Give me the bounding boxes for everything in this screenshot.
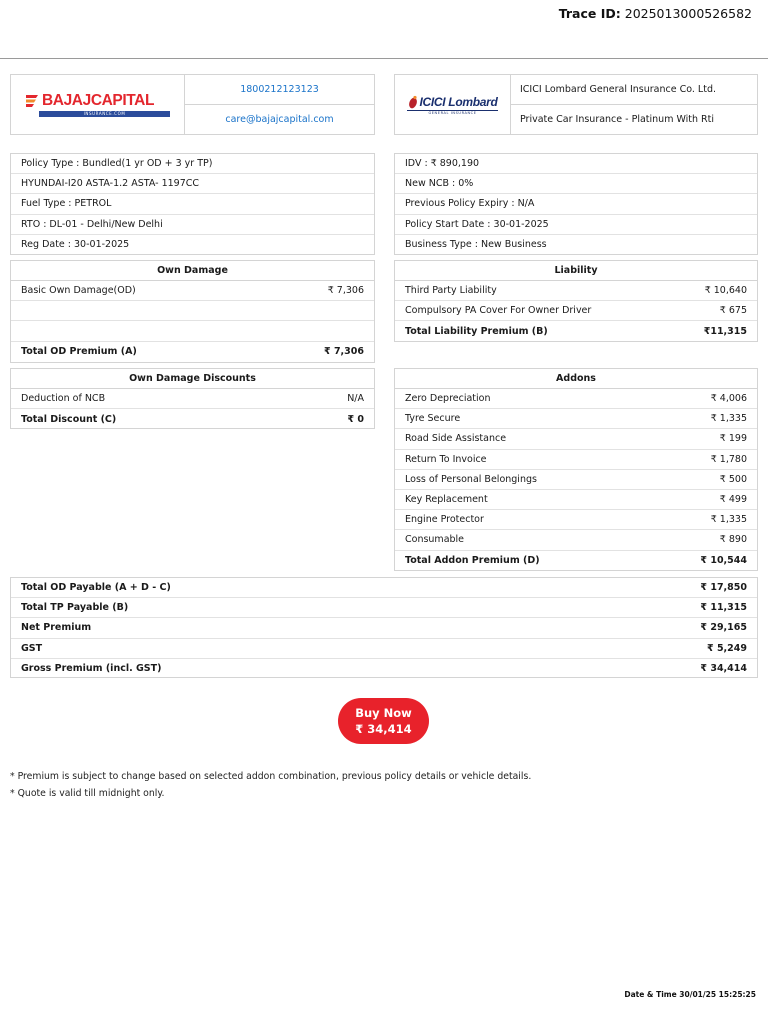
- liability-title: Liability: [395, 261, 757, 281]
- addon-item-label: Engine Protector: [405, 514, 484, 526]
- summary-row: [11, 639, 757, 659]
- liability-item: [395, 301, 757, 321]
- header-divider: [0, 58, 768, 59]
- discount-total-value: ₹ 0: [347, 413, 364, 425]
- addon-item-label: Loss of Personal Belongings: [405, 473, 537, 485]
- discount-total-label: Total Discount (C): [21, 413, 117, 425]
- bajaj-logo-text: BAJAJCAPITAL: [42, 92, 155, 109]
- rto: RTO : DL-01 - Delhi/New Delhi: [11, 215, 374, 235]
- own-damage-section: [10, 260, 375, 363]
- addon-item-value: ₹ 1,780: [710, 453, 747, 465]
- discount-item-value: N/A: [347, 393, 364, 405]
- summary-value: ₹ 11,315: [700, 602, 747, 614]
- discount-item-label: Deduction of NCB: [21, 393, 106, 405]
- icici-logo-subtext: GENERAL INSURANCE: [407, 110, 497, 115]
- addon-item-value: ₹ 500: [719, 473, 747, 485]
- own-damage-empty-row: [11, 321, 374, 341]
- insurer-header: [394, 74, 758, 135]
- addon-total: [395, 551, 757, 571]
- addon-item-value: ₹ 890: [719, 534, 747, 546]
- buy-now-label: Buy Now: [355, 706, 412, 720]
- addon-item: [395, 409, 757, 429]
- addon-item: [395, 470, 757, 490]
- bajaj-capital-logo: [11, 75, 185, 134]
- discounts-title: Own Damage Discounts: [11, 369, 374, 389]
- policy-details-right: [394, 153, 758, 255]
- own-damage-item: [11, 281, 374, 301]
- buy-now-button[interactable]: [338, 698, 429, 744]
- discount-total: [11, 409, 374, 429]
- policy-details-left: [10, 153, 375, 255]
- broker-phone-link[interactable]: 1800212123123: [185, 75, 374, 105]
- summary-value: ₹ 5,249: [707, 642, 747, 654]
- addon-item: [395, 510, 757, 530]
- vehicle-model: HYUNDAI-I20 ASTA-1.2 ASTA- 1197CC: [11, 174, 374, 194]
- premium-summary: [10, 577, 758, 678]
- addon-item-value: ₹ 4,006: [710, 393, 747, 405]
- liability-section: [394, 260, 758, 342]
- addon-total-value: ₹ 10,544: [700, 555, 747, 567]
- liability-item: [395, 281, 757, 301]
- trace-id-value: 2025013000526582: [624, 6, 752, 21]
- bajaj-mark-icon: [25, 94, 39, 108]
- addon-item-label: Tyre Secure: [405, 413, 461, 425]
- own-damage-item-label: Basic Own Damage(OD): [21, 285, 136, 297]
- liability-item-label: Compulsory PA Cover For Owner Driver: [405, 305, 592, 317]
- icici-lombard-logo: [395, 75, 511, 134]
- addon-item-label: Road Side Assistance: [405, 433, 507, 445]
- summary-value: ₹ 34,414: [700, 663, 747, 675]
- addon-item: [395, 530, 757, 550]
- own-damage-total-value: ₹ 7,306: [324, 346, 364, 358]
- fuel-type: Fuel Type : PETROL: [11, 194, 374, 214]
- addon-item-value: ₹ 199: [719, 433, 747, 445]
- note-quote-validity: * Quote is valid till midnight only.: [10, 788, 165, 799]
- date-time: Date & Time 30/01/25 15:25:25: [624, 990, 756, 999]
- liability-total: [395, 321, 757, 341]
- own-damage-total-label: Total OD Premium (A): [21, 346, 137, 358]
- previous-policy-expiry: Previous Policy Expiry : N/A: [395, 194, 757, 214]
- summary-row: [11, 618, 757, 638]
- addon-item: [395, 389, 757, 409]
- own-damage-total: [11, 342, 374, 362]
- discount-item: [11, 389, 374, 409]
- addon-item-label: Consumable: [405, 534, 465, 546]
- insurer-name: ICICI Lombard General Insurance Co. Ltd.: [511, 75, 757, 105]
- liability-item-label: Third Party Liability: [405, 285, 497, 297]
- addon-item-value: ₹ 499: [719, 494, 747, 506]
- own-damage-title: Own Damage: [11, 261, 374, 281]
- liability-item-value: ₹ 675: [719, 305, 747, 317]
- trace-id: [559, 6, 752, 21]
- summary-row: [11, 578, 757, 598]
- insurer-plan: Private Car Insurance - Platinum With Rti: [520, 114, 715, 125]
- summary-row: [11, 598, 757, 618]
- trace-id-label: Trace ID:: [558, 6, 621, 21]
- liability-item-value: ₹ 10,640: [704, 285, 747, 297]
- note-premium-change: * Premium is subject to change based on selected addon combination, previous policy details or vehicle details.: [10, 771, 532, 782]
- summary-row: [11, 659, 757, 679]
- business-type: Business Type : New Business: [405, 239, 547, 251]
- addon-item: [395, 490, 757, 510]
- idv: IDV : ₹ 890,190: [395, 154, 757, 174]
- bajaj-logo-subtext: INSURANCE.COM: [39, 111, 170, 117]
- buy-now-amount: ₹ 34,414: [355, 722, 412, 736]
- addons-title: Addons: [395, 369, 757, 389]
- summary-label: Total TP Payable (B): [21, 602, 129, 614]
- new-ncb: New NCB : 0%: [395, 174, 757, 194]
- addon-item-label: Return To Invoice: [405, 453, 487, 465]
- addon-total-label: Total Addon Premium (D): [405, 555, 540, 567]
- icici-logo-text: ICICI Lombard: [419, 94, 498, 109]
- broker-email-link[interactable]: care@bajajcapital.com: [225, 114, 334, 125]
- reg-date: Reg Date : 30-01-2025: [21, 239, 130, 251]
- liability-total-value: ₹11,315: [703, 325, 747, 337]
- broker-header: [10, 74, 375, 135]
- own-damage-item-value: ₹ 7,306: [327, 285, 364, 297]
- addon-item-value: ₹ 1,335: [710, 413, 747, 425]
- summary-label: GST: [21, 642, 43, 654]
- addons-section: [394, 368, 758, 571]
- addon-item-label: Key Replacement: [405, 494, 488, 506]
- summary-label: Net Premium: [21, 622, 92, 634]
- own-damage-empty-row: [11, 301, 374, 321]
- summary-value: ₹ 17,850: [700, 582, 747, 594]
- addon-item-label: Zero Depreciation: [405, 393, 491, 405]
- addon-item-value: ₹ 1,335: [710, 514, 747, 526]
- summary-label: Gross Premium (incl. GST): [21, 663, 162, 675]
- addon-item: [395, 450, 757, 470]
- policy-type: Policy Type : Bundled(1 yr OD + 3 yr TP): [11, 154, 374, 174]
- summary-value: ₹ 29,165: [700, 622, 747, 634]
- policy-start-date: Policy Start Date : 30-01-2025: [395, 215, 757, 235]
- summary-label: Total OD Payable (A + D - C): [21, 582, 171, 594]
- icici-mark-icon: [407, 95, 419, 109]
- liability-total-label: Total Liability Premium (B): [405, 325, 548, 337]
- addon-item: [395, 429, 757, 449]
- discounts-section: [10, 368, 375, 429]
